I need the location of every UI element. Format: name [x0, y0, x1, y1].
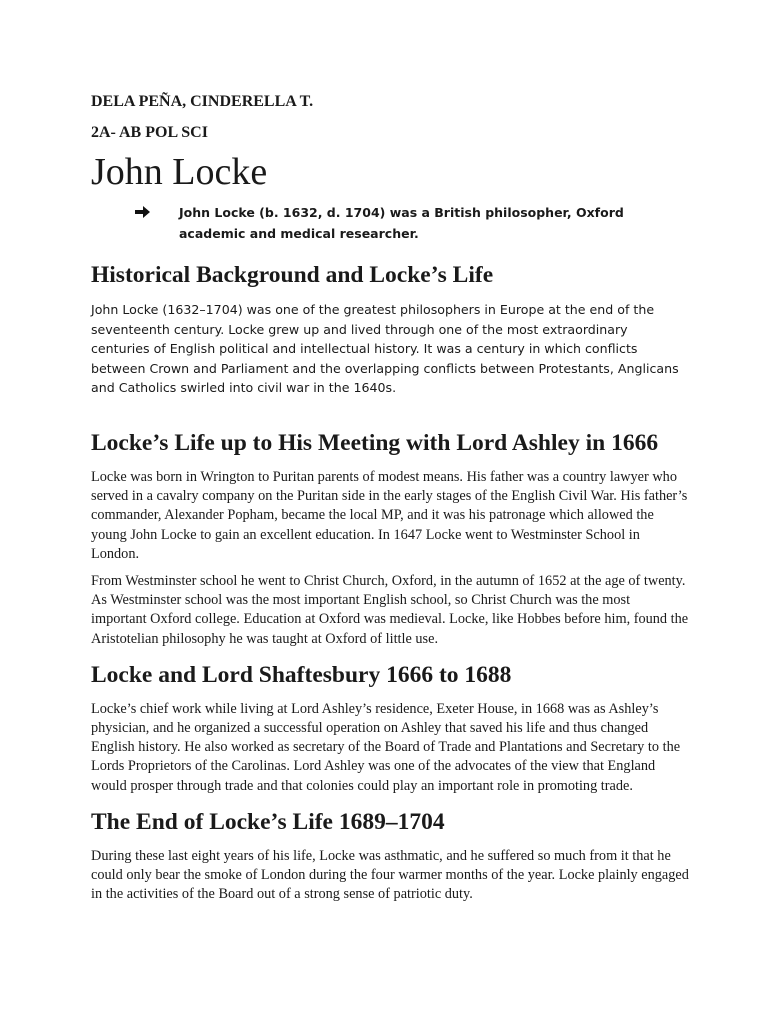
- section-paragraph: From Westminster school he went to Christ Church, Oxford, in the autumn of 1652 at the age of twenty. As Westminster school was the most important English school, so Christ Church was the most important Oxford college. Education at Oxford was medieval. Locke, like Hobbes before him, found the Aristotelian philosophy he was taught at Oxford of little use.: [91, 572, 689, 647]
- section-paragraph: John Locke (1632–1704) was one of the greatest philosophers in Europe at the end of the seventeenth century. Locke grew up and lived through one of the most extraordinary centuries of English political and intellectual history. It was a century in which conflicts between Crown and Parliament and the overlapping conflicts between Protestants, Anglicans and Catholics swirled into civil war in the 1640s.: [91, 302, 679, 396]
- section-paragraph: Locke’s chief work while living at Lord Ashley’s residence, Exeter House, in 1668 was as Ashley’s physician, and he organized a successful operation on Ashley that saved his life and thus changed English history. He also worked as secretary of the Board of Trade and Plantations and Secretary to the Lords Proprietors of the Carolinas. Lord Ashley was one of the advocates of the view that England would prosper through trade and that colonies could play an important role in promoting trade.: [91, 700, 681, 794]
- author-name: DELA PEÑA, CINDERELLA T.: [91, 93, 314, 110]
- section-heading-shaftesbury: Locke and Lord Shaftesbury 1666 to 1688: [91, 661, 512, 688]
- summary-bullet: [91, 202, 691, 244]
- summary-text: John Locke (b. 1632, d. 1704) was a British philosopher, Oxford academic and medical researcher.: [179, 205, 624, 241]
- course-label: 2A- AB POL SCI: [91, 124, 208, 141]
- section-paragraph: Locke was born in Wrington to Puritan parents of modest means. His father was a country lawyer who served in a cavalry company on the Puritan side in the early stages of the English Civil War. His father’s commander, Alexander Popham, became the local MP, and it was his patronage which allowed the young John Locke to gain an excellent education. In 1647 Locke went to Westminster School in London.: [91, 468, 688, 562]
- section-paragraph: During these last eight years of his life, Locke was asthmatic, and he suffered so much from it that he could only bear the smoke of London during the four warmer months of the year. Locke plainly engaged in the activities of the Board out of a strong sense of patriotic duty.: [91, 847, 689, 903]
- arrow-right-icon: [91, 202, 179, 219]
- section-heading-early-life: Locke’s Life up to His Meeting with Lord Ashley in 1666: [91, 429, 659, 456]
- section-heading-historical-background: Historical Background and Locke’s Life: [91, 262, 494, 288]
- document-title: John Locke: [91, 151, 268, 193]
- section-heading-end-of-life: The End of Locke’s Life 1689–1704: [91, 808, 445, 835]
- document-page: [91, 92, 691, 912]
